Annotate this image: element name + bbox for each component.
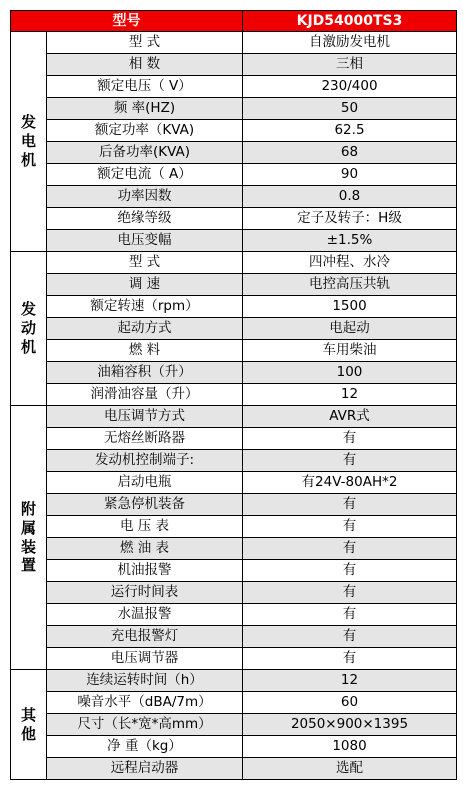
spec-row bbox=[11, 604, 457, 626]
spec-row bbox=[11, 384, 457, 406]
section-name-text: 发电机 bbox=[20, 113, 36, 169]
spec-row bbox=[11, 252, 457, 274]
spec-value: AVR式 bbox=[243, 406, 457, 428]
spec-row bbox=[11, 560, 457, 582]
spec-value: 有 bbox=[243, 626, 457, 648]
spec-label: 额定转速（rpm） bbox=[47, 296, 243, 318]
spec-table bbox=[10, 10, 457, 780]
spec-label: 尺寸（长*宽*高mm） bbox=[47, 714, 243, 736]
spec-value: 230/400 bbox=[243, 76, 457, 98]
spec-label: 水温报警 bbox=[47, 604, 243, 626]
spec-label: 无熔丝断路器 bbox=[47, 428, 243, 450]
spec-value: 有 bbox=[243, 604, 457, 626]
spec-label: 充电报警灯 bbox=[47, 626, 243, 648]
spec-label: 绝缘等级 bbox=[47, 208, 243, 230]
spec-value: 有 bbox=[243, 538, 457, 560]
spec-value: 有 bbox=[243, 516, 457, 538]
spec-label: 电压调节方式 bbox=[47, 406, 243, 428]
spec-value: 0.8 bbox=[243, 186, 457, 208]
spec-row bbox=[11, 494, 457, 516]
spec-row bbox=[11, 318, 457, 340]
section-name-text: 发动机 bbox=[20, 300, 36, 356]
spec-value: 90 bbox=[243, 164, 457, 186]
spec-label: 电压调节器 bbox=[47, 648, 243, 670]
spec-row bbox=[11, 186, 457, 208]
spec-row bbox=[11, 54, 457, 76]
spec-label: 额定功率（KVA) bbox=[47, 120, 243, 142]
spec-label: 型 式 bbox=[47, 32, 243, 54]
spec-value: 62.5 bbox=[243, 120, 457, 142]
section-name bbox=[11, 670, 47, 780]
spec-value: 有 bbox=[243, 648, 457, 670]
spec-value: 12 bbox=[243, 384, 457, 406]
spec-label: 连续运转时间（h） bbox=[47, 670, 243, 692]
spec-label: 频 率(HZ) bbox=[47, 98, 243, 120]
spec-label: 相 数 bbox=[47, 54, 243, 76]
spec-row bbox=[11, 296, 457, 318]
spec-label: 额定电压（ V） bbox=[47, 76, 243, 98]
spec-row bbox=[11, 450, 457, 472]
spec-row bbox=[11, 758, 457, 780]
spec-row bbox=[11, 362, 457, 384]
spec-label: 型 式 bbox=[47, 252, 243, 274]
model-label: 型号 bbox=[11, 11, 243, 32]
spec-label: 电压变幅 bbox=[47, 230, 243, 252]
spec-label: 机油报警 bbox=[47, 560, 243, 582]
model-value: KJD54000TS3 bbox=[243, 11, 457, 32]
spec-value: 三相 bbox=[243, 54, 457, 76]
spec-row bbox=[11, 120, 457, 142]
spec-value: 车用柴油 bbox=[243, 340, 457, 362]
section-name-text: 附属装置 bbox=[20, 500, 36, 575]
spec-label: 远程启动器 bbox=[47, 758, 243, 780]
section-name bbox=[11, 252, 47, 406]
spec-value: 四冲程、水冷 bbox=[243, 252, 457, 274]
spec-row bbox=[11, 648, 457, 670]
spec-row bbox=[11, 230, 457, 252]
spec-value: 60 bbox=[243, 692, 457, 714]
spec-value: 选配 bbox=[243, 758, 457, 780]
spec-value: 自激励发电机 bbox=[243, 32, 457, 54]
spec-label: 燃 料 bbox=[47, 340, 243, 362]
spec-row bbox=[11, 76, 457, 98]
spec-value: 有 bbox=[243, 582, 457, 604]
spec-row bbox=[11, 538, 457, 560]
spec-row bbox=[11, 208, 457, 230]
section-name-text: 其他 bbox=[20, 705, 36, 743]
spec-value: 电控高压共轨 bbox=[243, 274, 457, 296]
spec-label: 启动电瓶 bbox=[47, 472, 243, 494]
spec-label: 起动方式 bbox=[47, 318, 243, 340]
spec-label: 发动机控制端子: bbox=[47, 450, 243, 472]
spec-row bbox=[11, 626, 457, 648]
spec-value: 68 bbox=[243, 142, 457, 164]
spec-label: 后备功率(KVA) bbox=[47, 142, 243, 164]
spec-row bbox=[11, 670, 457, 692]
spec-row bbox=[11, 516, 457, 538]
spec-label: 润滑油容量（升） bbox=[47, 384, 243, 406]
spec-row bbox=[11, 340, 457, 362]
spec-value: 有 bbox=[243, 560, 457, 582]
header-row bbox=[11, 11, 457, 32]
spec-value: 电起动 bbox=[243, 318, 457, 340]
spec-value: 50 bbox=[243, 98, 457, 120]
spec-row bbox=[11, 274, 457, 296]
spec-value: 1080 bbox=[243, 736, 457, 758]
spec-label: 调 速 bbox=[47, 274, 243, 296]
spec-value: 定子及转子：H级 bbox=[243, 208, 457, 230]
spec-row bbox=[11, 428, 457, 450]
spec-value: 2050×900×1395 bbox=[243, 714, 457, 736]
spec-label: 电 压 表 bbox=[47, 516, 243, 538]
spec-row bbox=[11, 406, 457, 428]
spec-row bbox=[11, 692, 457, 714]
spec-row bbox=[11, 98, 457, 120]
spec-row bbox=[11, 714, 457, 736]
spec-value: ±1.5% bbox=[243, 230, 457, 252]
spec-value: 有 bbox=[243, 450, 457, 472]
spec-row bbox=[11, 472, 457, 494]
spec-label: 运行时间表 bbox=[47, 582, 243, 604]
section-name bbox=[11, 32, 47, 252]
spec-value: 有 bbox=[243, 428, 457, 450]
spec-label: 额定电流（ A） bbox=[47, 164, 243, 186]
spec-row bbox=[11, 164, 457, 186]
spec-label: 噪音水平（dBA/7m） bbox=[47, 692, 243, 714]
spec-row bbox=[11, 582, 457, 604]
spec-value: 100 bbox=[243, 362, 457, 384]
spec-row bbox=[11, 736, 457, 758]
spec-label: 紧急停机装备 bbox=[47, 494, 243, 516]
spec-label: 净 重（kg） bbox=[47, 736, 243, 758]
spec-value: 有 bbox=[243, 494, 457, 516]
spec-row bbox=[11, 32, 457, 54]
spec-label: 油箱容积（升） bbox=[47, 362, 243, 384]
spec-value: 有24V-80AH*2 bbox=[243, 472, 457, 494]
spec-row bbox=[11, 142, 457, 164]
spec-value: 12 bbox=[243, 670, 457, 692]
spec-label: 燃 油 表 bbox=[47, 538, 243, 560]
section-name bbox=[11, 406, 47, 670]
spec-value: 1500 bbox=[243, 296, 457, 318]
spec-label: 功率因数 bbox=[47, 186, 243, 208]
